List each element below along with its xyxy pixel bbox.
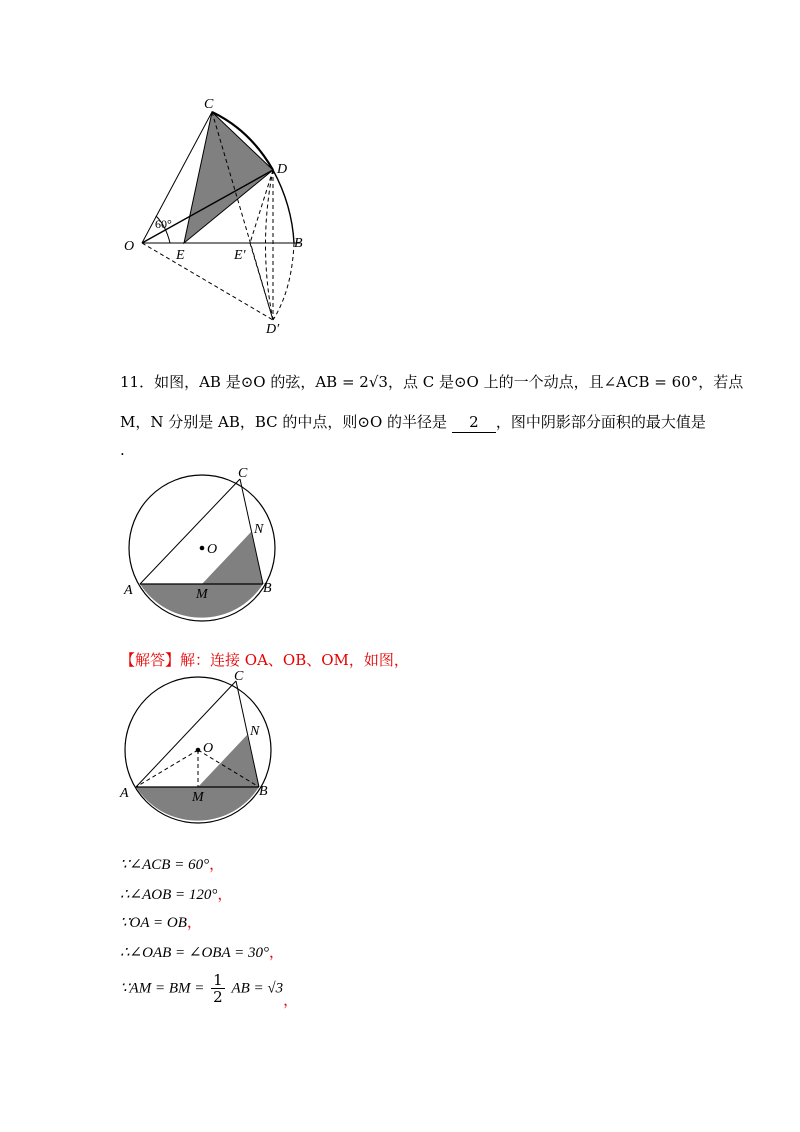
solution-tag: 【解答】 bbox=[120, 651, 181, 669]
problem-number: 11． bbox=[120, 373, 155, 391]
solution-header bbox=[120, 650, 409, 670]
label-d: D bbox=[277, 162, 288, 177]
fig2-label-c: C bbox=[238, 466, 248, 481]
problem-text-2b: ，图中阴影部分面积的最大值是 bbox=[495, 413, 706, 431]
step-3 bbox=[120, 912, 202, 933]
problem-text-3: . bbox=[120, 441, 125, 459]
problem-line-3 bbox=[120, 440, 125, 460]
problem-text-2a: M，N 分别是 AB，BC 的中点，则⊙O 的半径是 bbox=[120, 413, 448, 431]
label-e: E bbox=[176, 248, 185, 263]
label-b: B bbox=[294, 236, 303, 251]
fig3-label-c: C bbox=[234, 670, 244, 684]
radius-answer: 2 bbox=[452, 412, 496, 433]
step-4 bbox=[120, 942, 284, 963]
step-5-rhs: AB = √3 bbox=[231, 980, 284, 997]
step-2 bbox=[120, 884, 232, 905]
fraction-denominator: 2 bbox=[213, 988, 223, 1006]
label-angle-60: 60° bbox=[155, 217, 172, 231]
fig3-label-n: N bbox=[250, 724, 260, 739]
step-2-expr: ∴∠AOB = 120° bbox=[120, 887, 218, 903]
fig2-label-m: M bbox=[196, 587, 208, 602]
circle-chord-figure bbox=[118, 466, 288, 626]
fig2-label-a: A bbox=[124, 583, 133, 598]
step-5-punct: ， bbox=[283, 990, 299, 1009]
solution-intro: 解：连接 OA、OB、OM，如图， bbox=[180, 651, 409, 669]
label-d-prime: D′ bbox=[266, 322, 280, 337]
label-c: C bbox=[204, 97, 214, 112]
fraction-one-half bbox=[211, 972, 225, 1005]
step-3-punct: ， bbox=[186, 913, 202, 931]
fig2-label-n: N bbox=[254, 522, 264, 537]
fig3-label-o: O bbox=[203, 741, 214, 756]
step-1 bbox=[120, 854, 224, 875]
step-4-expr: ∴∠OAB = ∠OBA = 30° bbox=[120, 945, 269, 961]
label-o: O bbox=[124, 239, 135, 254]
step-1-punct: ， bbox=[209, 855, 225, 873]
sector-rotation-figure bbox=[110, 88, 330, 350]
fig3-label-a: A bbox=[120, 786, 129, 801]
fig3-label-m: M bbox=[192, 790, 204, 805]
problem-text-1: 如图，AB 是⊙O 的弦，AB = 2√3，点 C 是⊙O 上的一个动点，且∠ACB = 60°，若点 bbox=[154, 373, 744, 391]
step-3-expr: ∵OA = OB bbox=[120, 915, 187, 931]
solution-figure bbox=[116, 670, 291, 830]
problem-line-2 bbox=[120, 412, 706, 433]
step-2-punct: ， bbox=[217, 885, 233, 903]
fig2-label-b: B bbox=[263, 581, 272, 596]
fraction-numerator: 1 bbox=[213, 971, 223, 989]
label-e-prime: E′ bbox=[234, 248, 246, 263]
step-1-expr: ∵∠ACB = 60° bbox=[120, 857, 210, 873]
problem-line-1 bbox=[120, 372, 743, 392]
step-4-punct: ， bbox=[268, 943, 284, 961]
step-5 bbox=[120, 971, 299, 1009]
step-5-lhs: ∵AM = BM = bbox=[120, 980, 205, 997]
fig3-label-b: B bbox=[259, 784, 268, 799]
fig2-label-o: O bbox=[207, 542, 218, 557]
